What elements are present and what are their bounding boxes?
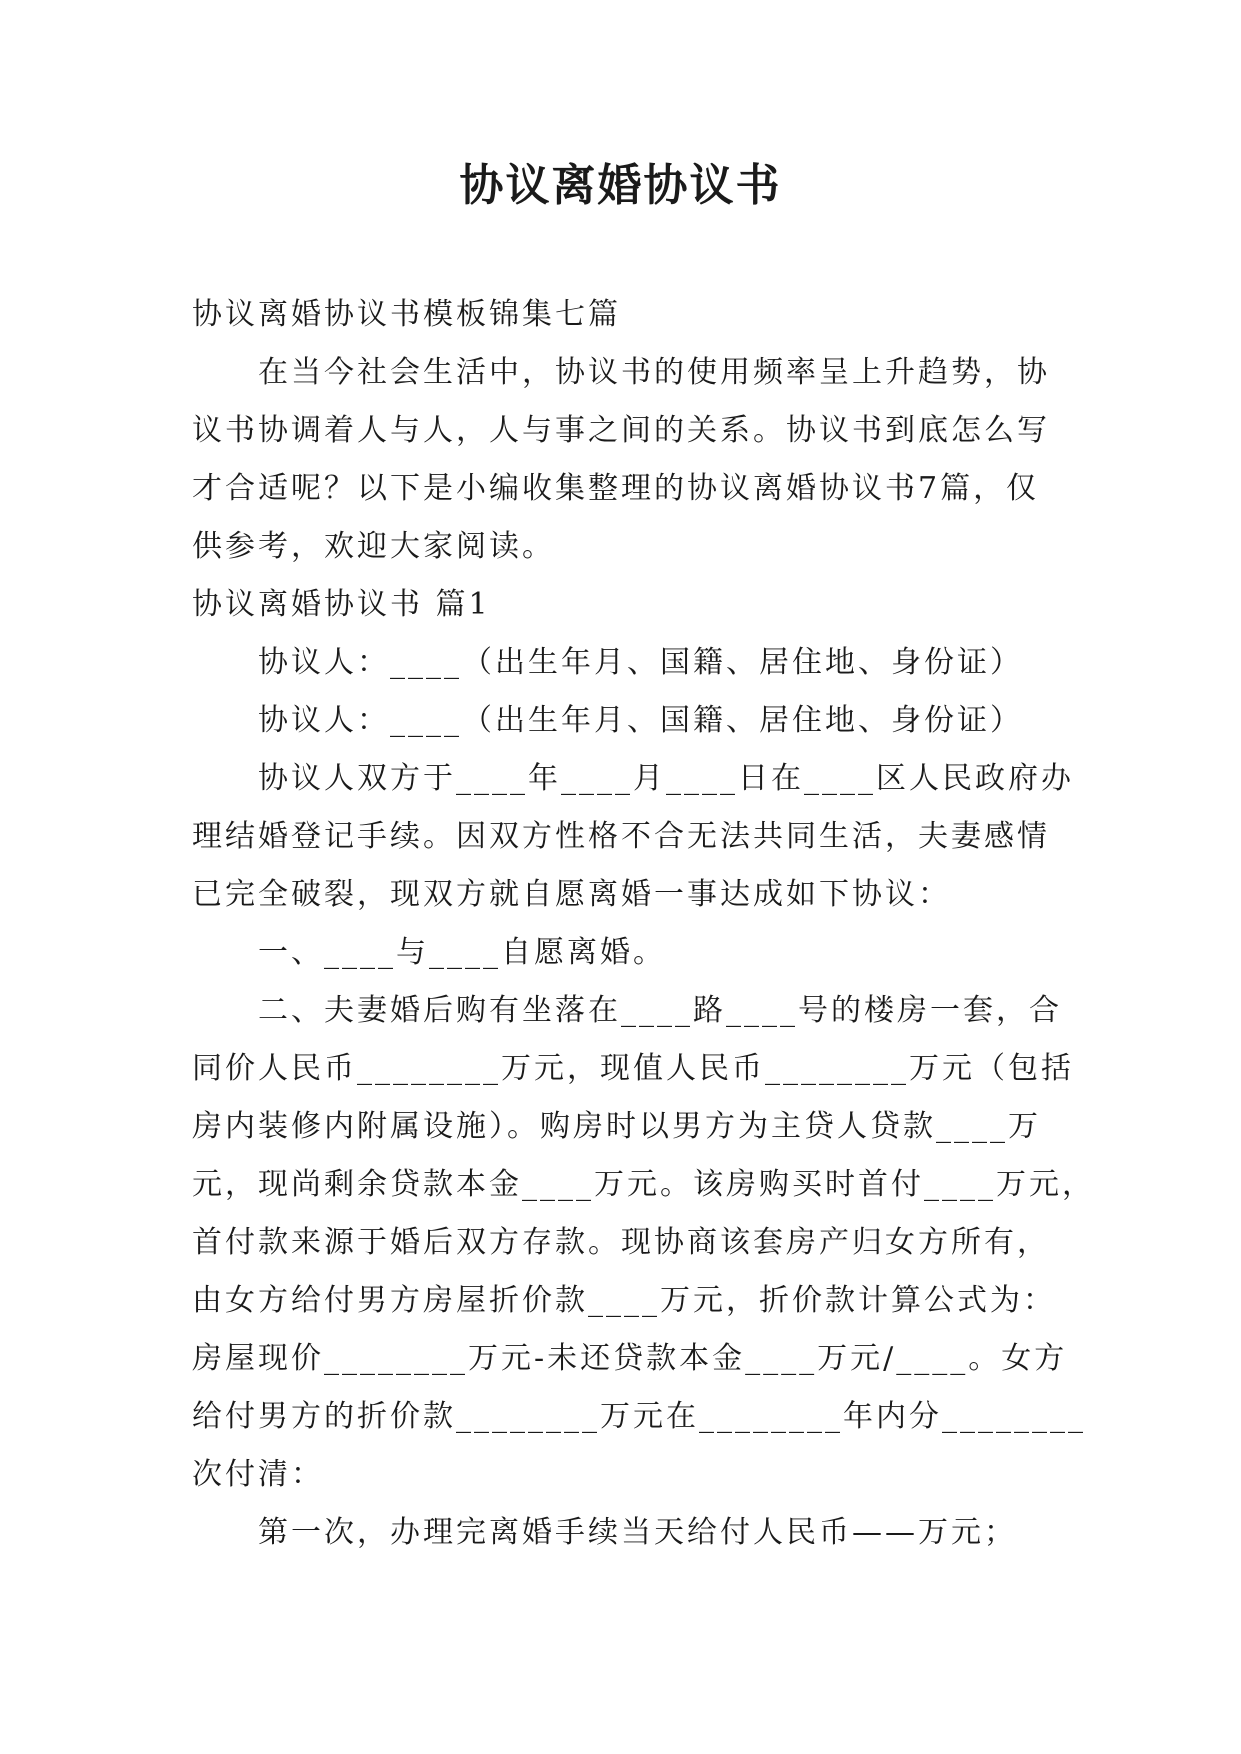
payment-first-line: 第一次，办理完离婚手续当天给付人民币——万元； — [258, 1515, 1017, 1550]
clause-two-line: 二、夫妻婚后购有坐落在____路____号的楼房一套，合 — [258, 993, 1062, 1028]
section-heading: 协议离婚协议书 篇1 — [192, 587, 491, 622]
marriage-line: 已完全破裂，现双方就自愿离婚一事达成如下协议： — [192, 877, 951, 912]
clause-two-line: 同价人民币________万元，现值人民币________万元（包括 — [192, 1051, 1074, 1086]
clause-two-line: 房内装修内附属设施）。购房时以男方为主贷人贷款____万 — [192, 1109, 1041, 1144]
clause-two-line: 次付清： — [192, 1457, 324, 1492]
party-line: 协议人：____（出生年月、国籍、居住地、身份证） — [258, 645, 1023, 680]
marriage-line: 理结婚登记手续。因双方性格不合无法共同生活，夫妻感情 — [192, 819, 1050, 854]
document-title: 协议离婚协议书 — [459, 160, 782, 211]
marriage-line: 协议人双方于____年____月____日在____区人民政府办 — [258, 761, 1074, 796]
clause-two-line: 房屋现价________万元-未还贷款本金____万元/____。女方 — [192, 1341, 1068, 1376]
clause-two-line: 元，现尚剩余贷款本金____万元。该房购买时首付____万元， — [192, 1167, 1095, 1202]
clause-one: 一、____与____自愿离婚。 — [258, 935, 666, 970]
document-subtitle: 协议离婚协议书模板锦集七篇 — [192, 297, 621, 332]
intro-line: 在当今社会生活中，协议书的使用频率呈上升趋势，协 — [258, 355, 1050, 390]
clause-two-line: 给付男方的折价款________万元在________年内分________ — [192, 1399, 1086, 1434]
intro-line: 才合适呢？以下是小编收集整理的协议离婚协议书7篇，仅 — [192, 471, 1040, 506]
intro-line: 供参考，欢迎大家阅读。 — [192, 529, 555, 564]
clause-two-line: 首付款来源于婚后双方存款。现协商该套房产归女方所有， — [192, 1225, 1050, 1260]
document-body — [192, 286, 1095, 1562]
clause-two-line: 由女方给付男方房屋折价款____万元，折价款计算公式为： — [192, 1283, 1056, 1318]
party-line: 协议人：____（出生年月、国籍、居住地、身份证） — [258, 703, 1023, 738]
intro-line: 议书协调着人与人，人与事之间的关系。协议书到底怎么写 — [192, 413, 1050, 448]
